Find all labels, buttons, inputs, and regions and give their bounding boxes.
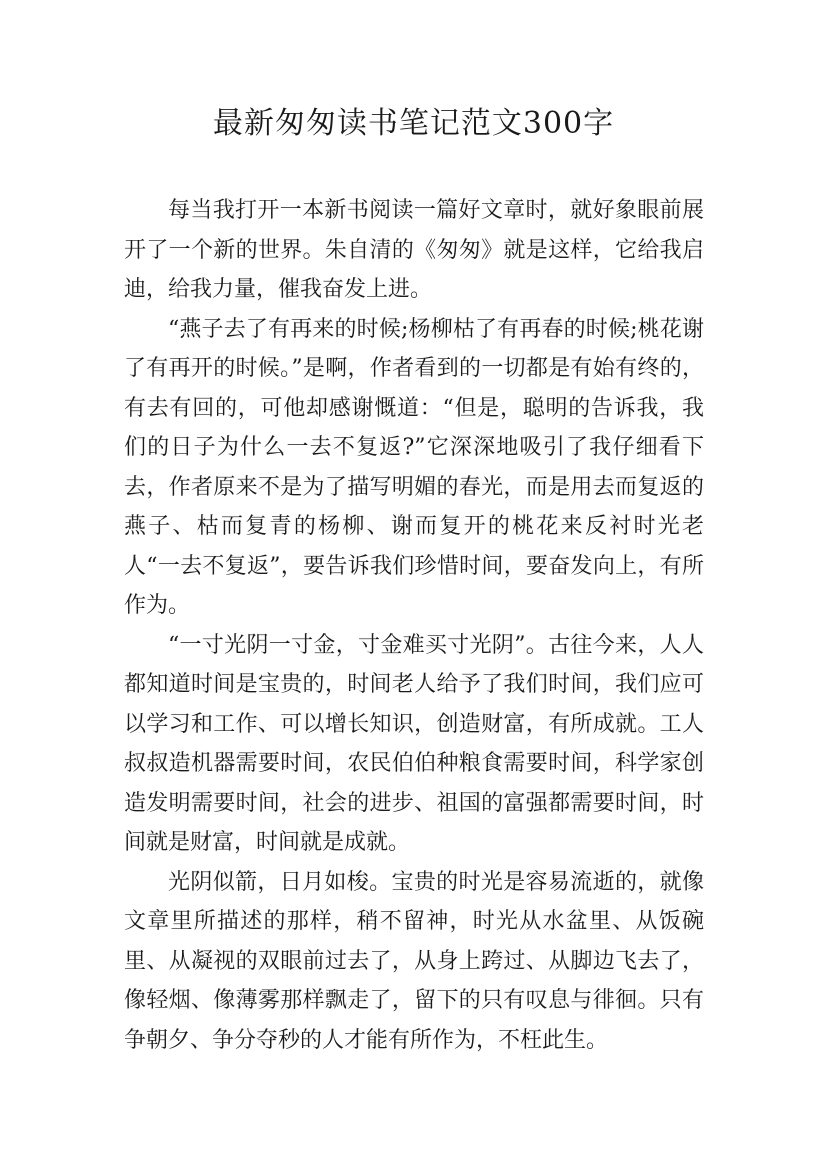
paragraph-4: 光阴似箭，日月如梭。宝贵的时光是容易流逝的，就像文章里所描述的那样，稍不留神，时光从水盆里、从饭碗里、从凝视的双眼前过去了，从身上跨过、从脚边飞去了，像轻烟、像薄雾那样飘走了，留下的只有叹息与徘徊。只有争朝夕、争分夺秒的人才能有所作为，不枉此生。 (124, 869, 704, 1053)
paragraph-1: 每当我打开一本新书阅读一篇好文章时，就好象眼前展开了一个新的世界。朱自清的《匆匆》就是这样，它给我启迪，给我力量，催我奋发上进。 (124, 198, 704, 302)
paragraph-2: “燕子去了有再来的时候;杨柳枯了有再春的时候;桃花谢了有再开的时候。”是啊，作者看到的一切都是有始有终的，有去有回的，可他却感谢慨道：“但是，聪明的告诉我，我们的日子为什么一去不复返?”它深深地吸引了我仔细看下去，作者原来不是为了描写明媚的春光，而是用去而复返的燕子、枯而复青的杨柳、谢而复开的桃花来反衬时光老人“一去不复返”，要告诉我们珍惜时间，要奋发向上，有所作为。 (124, 316, 704, 618)
document-title: 最新匆匆读书笔记范文300字 (212, 106, 615, 141)
document-body (124, 191, 704, 1060)
paragraph-3: “一寸光阴一寸金，寸金难买寸光阴”。古往今来，人人都知道时间是宝贵的，时间老人给予了我们时间，我们应可以学习和工作、可以增长知识，创造财富，有所成就。工人叔叔造机器需要时间，农民伯伯种粮食需要时间，科学家创造发明需要时间，社会的进步、祖国的富强都需要时间，时间就是财富，时间就是成就。 (124, 632, 704, 855)
